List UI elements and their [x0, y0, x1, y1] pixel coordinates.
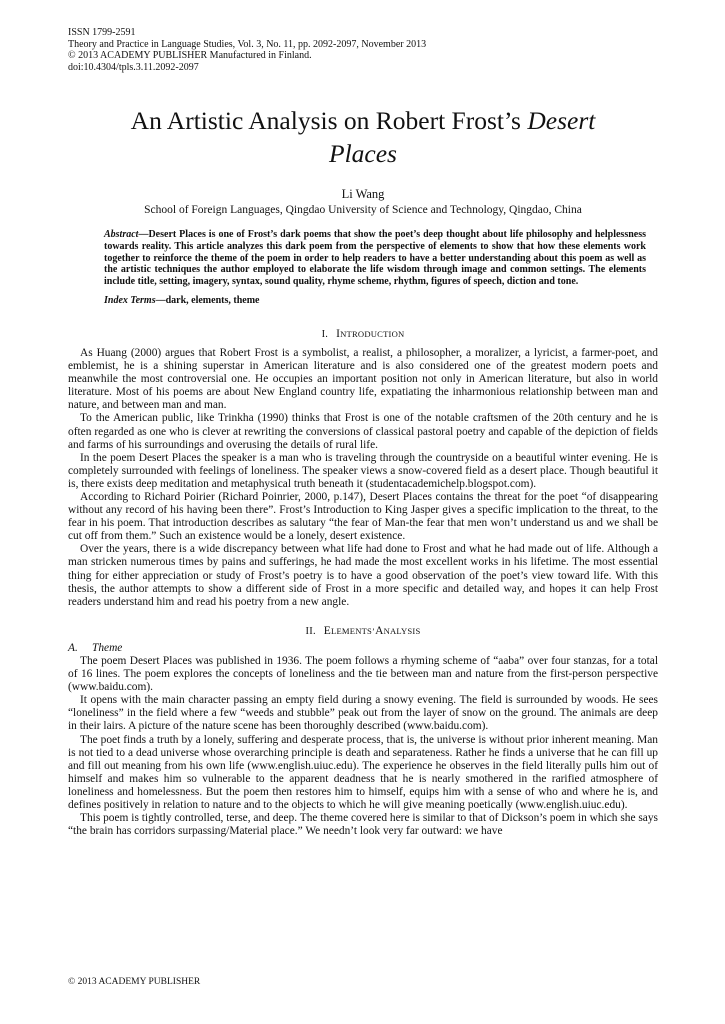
copyright-line: © 2013 ACADEMY PUBLISHER Manufactured in Finland.	[68, 50, 312, 61]
section-heading-elements-analysis	[68, 625, 658, 638]
index-terms-text: —dark, elements, theme	[155, 294, 260, 306]
paragraph: The poem Desert Places was published in 1936. The poem follows a rhyming scheme of “aaba” over four stanzas, for a total of 16 lines. The poem explores the concepts of loneliness and the tie between man and nature from the first-person perspective (www.baidu.com).	[68, 654, 658, 694]
paragraph: As Huang (2000) argues that Robert Frost is a symbolist, a realist, a philosopher, a moralizer, a lyricist, a farmer-poet, and emblemist, he is a shining superstar in American literature and is also considered one of the greatest modern poets and meanwhile the most controversial one. He occupies an important position not only in American literature, but also in world literature. Most of his poems are about New England country life, expatiating the inharmonious relationship between man and nature, and between man and man.	[68, 346, 658, 412]
subsection-heading-theme	[68, 642, 658, 655]
abstract-label: Abstract	[104, 229, 139, 240]
subsection-title: Theme	[92, 641, 123, 654]
paragraph: The poet finds a truth by a lonely, suffering and desperate process, that is, the universe is without prior inherent meaning. Man is not tied to a dead universe whose overarching principle is death and separateness. Rather he finds a universe that he can fill up and fill out meaning from his own life (www.english.uiuc.edu). The experience he observes in the field literally pulls him out of himself and makes him so vulnerable to the apparent deadness that he is nearly smothered in the rarified atmosphere of loneliness and homelessness. But the poem then restores him to himself, equips him with a sense of who and where he is, and defines positively in relation to nature and to the objects to which he will give meaning poetically (www.english.uiuc.edu).	[68, 733, 658, 811]
section-title-rest: NTRODUCTION	[340, 328, 405, 339]
journal-header	[68, 27, 658, 73]
introduction-body	[68, 347, 658, 609]
section-title-cap: I	[336, 327, 341, 340]
paragraph: According to Richard Poirier (Richard Poinrier, 2000, p.147), Desert Places contains the threat for the poet “of disappearing without any record of his having been there”. Frost’s Introduction to King Jasper gives a specific implication to the threat, to the fear in his poem. That introduction describes as salutary “the fear of Man-the fear that men won’t understand us and we shall be cut off from them.” Such an existence would be a lonely, desert existence.	[68, 491, 658, 543]
abstract-text: —Desert Places is one of Frost’s dark poems that show the poet’s deep thought about life philosophy and helplessness towards reality. This article analyzes this dark poem from the perspective of elements to show that how these elements work together to reinforce the theme of the poem in order to help readers to have a better understanding about this poem as well as the artistic techniques the author employed to elaborate the life wisdom through image and common settings. The elements include title, setting, imagery, syntax, sound quality, rhyme scheme, rhythm, figures of speech, diction and tone.	[104, 229, 646, 288]
title-italic-1: Desert	[527, 106, 596, 135]
theme-body	[68, 655, 658, 838]
page-footer: © 2013 ACADEMY PUBLISHER	[68, 977, 201, 987]
section-title-cap: A	[375, 624, 384, 637]
paragraph: Over the years, there is a wide discrepancy between what life had done to Frost and what he had made out of life. Although a man stricken numerous times by pains and sufferings, he had made the most excellent works in his lifetime. The most essential thing for either appreciation or study of Frost’s poetry is to have a good observation of the poet’s view toward life. With this thesis, the author attempts to show a different side of Frost in a more specific and detailed way, and hopes it can help Frost readers understand him and read his poetry from a new angle.	[68, 543, 658, 608]
issn: ISSN 1799-2591	[68, 27, 136, 38]
section-number: I.	[321, 328, 329, 340]
section-heading-introduction	[68, 328, 658, 341]
section-title-rest: LEMENTS’	[331, 625, 376, 636]
index-terms	[68, 295, 658, 307]
subsection-number: A.	[68, 641, 78, 654]
title-main: An Artistic Analysis on Robert Frost’s	[130, 106, 528, 135]
author-name: Li Wang	[341, 187, 385, 201]
paper-page	[68, 27, 658, 838]
doi: doi:10.4304/tpls.3.11.2092-2097	[68, 61, 199, 73]
paper-title	[68, 104, 658, 170]
index-terms-label: Index Terms	[104, 294, 156, 306]
author-affiliation: School of Foreign Languages, Qingdao University of Science and Technology, Qingdao, China	[144, 204, 582, 216]
title-italic-2: Places	[329, 139, 397, 168]
paragraph: To the American public, like Trinkha (1990) thinks that Frost is one of the notable craftsmen of the 20th century and he is often regarded as one who is clever at rewriting the conversions of classical pastoral poetry and capable of the depiction of fields and farms of his surroundings and overusing the details of rural life.	[68, 412, 658, 451]
journal-citation: Theory and Practice in Language Studies, Vol. 3, No. 11, pp. 2092-2097, November 2013	[68, 38, 427, 50]
abstract	[68, 229, 658, 288]
section-title-rest: NALYSIS	[383, 625, 421, 636]
paragraph: In the poem Desert Places the speaker is a man who is traveling through the countryside on a beautiful winter evening. He is completely surrounded with feelings of loneliness. The speaker views a snow-covered field as a desert place. Though beautiful it is, there exists deep meditation and metaphysical truth beneath it (studentacademichelp.blogspot.com).	[68, 451, 658, 490]
paragraph: This poem is tightly controlled, terse, and deep. The theme covered here is similar to that of Dickson’s poem in which she says “the brain has corridors surpassing/Material place.” We needn’t look very far outward: we have	[68, 812, 658, 838]
section-number: II.	[305, 625, 316, 637]
paragraph: It opens with the main character passing an empty field during a snowy evening. The field is surrounded by woods. He sees “loneliness” in the field where a few “weeds and stubble” peak out from the layer of snow on the ground. The animals are deep in their lairs. A picture of the nature scene has been thoroughly described (www.baidu.com).	[68, 694, 658, 733]
section-title-cap: E	[323, 624, 331, 637]
